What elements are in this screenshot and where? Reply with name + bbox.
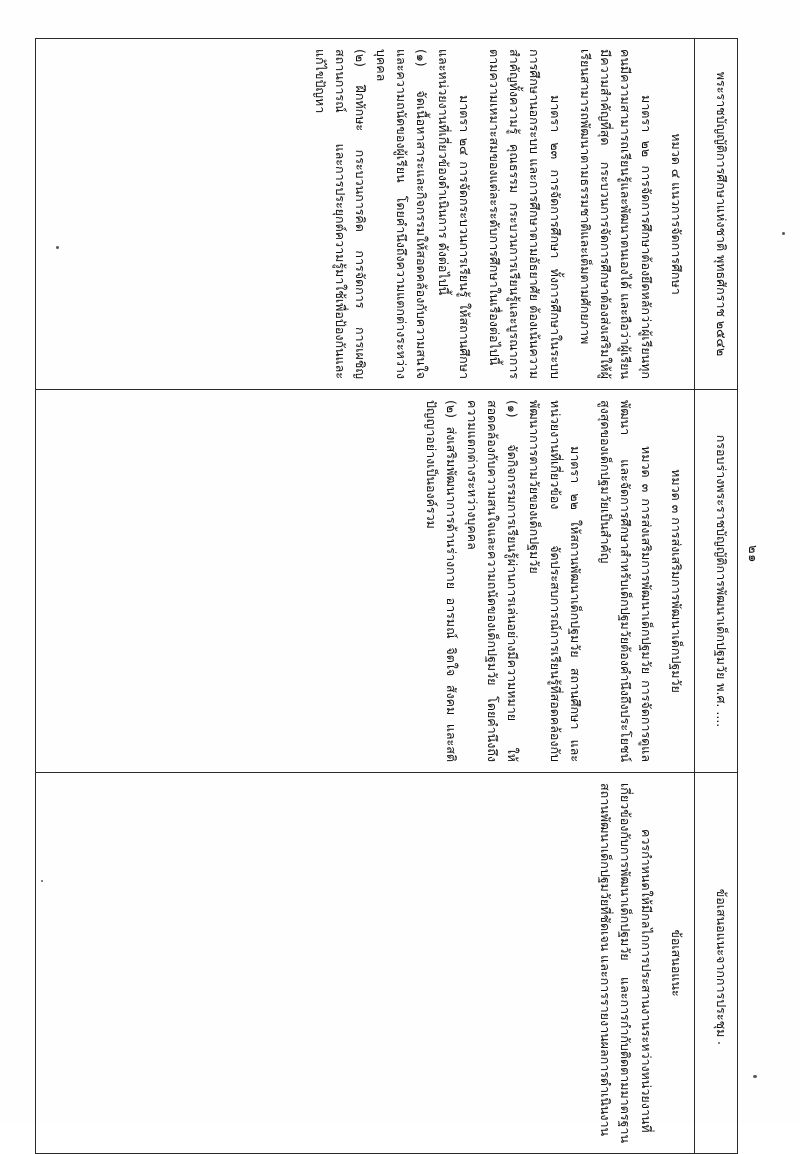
act-paragraph-24: มาตรา ๒๔ การจัดกระบวนการเรียนรู้ ให้สถานศึกษาและหน่วยงานที่เกี่ยวข้องดำเนินการ ดังต่อไปนี้ <box>436 49 472 379</box>
draft-section-heading: หมวด ๓ การส่งเสริมการพัฒนาเด็กปฐมวัย <box>669 469 684 693</box>
act-section-heading: หมวด ๔ แนวการจัดการศึกษา <box>669 133 684 295</box>
column-header-act: พระราชบัญญัติการศึกษาแห่งชาติ พุทธศักราช ๒๕๔๒ <box>695 39 738 390</box>
act-sublist <box>310 49 432 379</box>
draft-paragraph-22: มาตรา ๒๒ ให้สถานพัฒนาเด็กปฐมวัย สถานศึกษา และหน่วยงานที่เกี่ยวข้อง จัดประสบการณ์การเรียนรู้ที่สอดคล้องกับพัฒนาการตามวัยของเด็กปฐมวัย <box>527 400 583 762</box>
comparison-table <box>35 38 738 1154</box>
act-item-2: (๒) ฝึกทักษะ กระบวนการคิด การจัดการ การเผชิญสถานการณ์ และการประยุกต์ความรู้มาใช้เพื่อป้องกันและแก้ไขปัญหา <box>313 49 369 379</box>
column-header-suggestions: ข้อเสนอแนะจากการประชุม <box>695 773 738 1154</box>
draft-sublist <box>421 400 522 762</box>
draft-paragraph-intro: หมวด ๓ การส่งเสริมการพัฒนาเด็กปฐมวัย การจัดการดูแล พัฒนา และจัดการศึกษาสำหรับเด็กปฐมวัยต้องคำนึงถึงประโยชน์สูงสุดของเด็กปฐมวัยเป็นสำคัญ <box>598 400 654 762</box>
act-paragraph-23: มาตรา ๒๓ การจัดการศึกษา ทั้งการศึกษาในระบบ การศึกษานอกระบบ และการศึกษาตามอัธยาศัย ต้องเน้นความสำคัญทั้งความรู้ คุณธรรม กระบวนการเรียนรู้และบูรณาการตามความเหมาะสมของแต่ละระดับการศึกษาในเรื่องต่อไปนี้ <box>487 49 563 379</box>
suggestions-paragraph-1: ควรกำหนดให้มีกลไกการประสานงานระหว่างหน่วยงานที่เกี่ยวข้องกับการพัฒนาเด็กปฐมวัย และการกำกับติดตามมาตรฐานสถานพัฒนาเด็กปฐมวัยที่ชัดเจน และการรายงานผลการดำเนินงาน <box>598 783 654 1143</box>
cell-suggestions-column <box>36 773 695 1154</box>
draft-item-1: (๑) จัดกิจกรรมการเรียนรู้ผ่านการเล่นอย่างมีความหมาย ให้สอดคล้องกับความสนใจและความถนัดของเด็กปฐมวัย โดยคำนึงถึงความแตกต่างระหว่างบุคคล <box>464 400 521 762</box>
column-header-draft: กรอบร่างพระราชบัญญัติการพัฒนาเด็กปฐมวัย พ.ศ. .... <box>695 390 738 773</box>
act-paragraph-22: มาตรา ๒๒ การจัดการศึกษาต้องยึดหลักว่าผู้เรียนทุกคนมีความสามารถเรียนรู้และพัฒนาตนเองได้ และถือว่าผู้เรียนมีความสำคัญที่สุด กระบวนการจัดการศึกษาต้องส่งเสริมให้ผู้เรียนสามารถพัฒนาตามธรรมชาติและเต็มตามศักยภาพ <box>578 49 654 379</box>
act-item-1: (๑) จัดเนื้อหาสาระและกิจกรรมให้สอดคล้องกับความสนใจและความถนัดของผู้เรียน โดยคำนึงถึงความแตกต่างระหว่างบุคคล <box>373 49 430 379</box>
suggestions-heading: ข้อเสนอแนะ <box>669 929 684 997</box>
cell-draft-column <box>36 390 695 773</box>
draft-item-2: (๒) ส่งเสริมพัฒนาการด้านร่างกาย อารมณ์ จิตใจ สังคม และสติปัญญาอย่างเป็นองค์รวม <box>424 400 460 762</box>
table-row <box>36 39 695 1154</box>
page-number: ๒๑ <box>745 545 760 563</box>
table-header-row <box>695 39 738 1154</box>
cell-act-column <box>36 39 695 390</box>
